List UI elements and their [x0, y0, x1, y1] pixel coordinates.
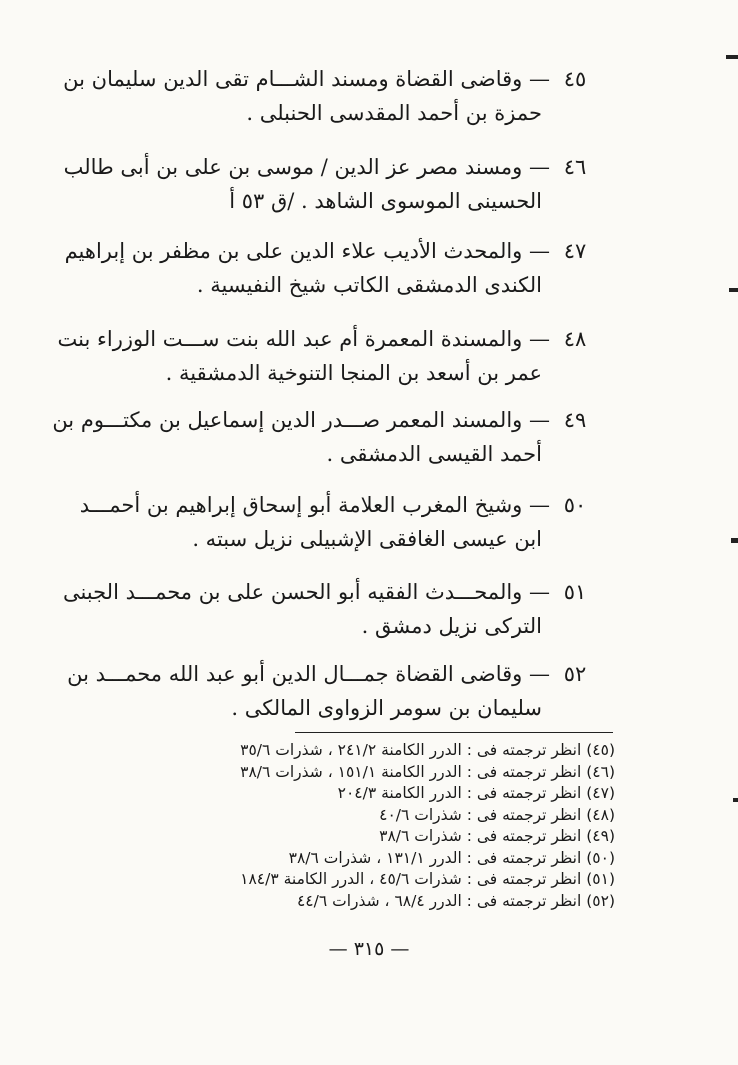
entry-50	[79, 488, 600, 556]
footnote: (٤٩) انظر ترجمته فى : شذرات ٣٨/٦	[379, 827, 615, 845]
entry-52	[67, 657, 600, 725]
entry-number: ٤٦	[563, 155, 587, 179]
entry-47	[64, 234, 600, 302]
footnote: (٤٥) انظر ترجمته فى : الدرر الكامنة ٢٤١/٢ ، شذرات ٣٥/٦	[240, 741, 615, 759]
entry-line: — والمسند المعمر صـــدر الدين إسماعيل بن مكتـــوم بن	[52, 408, 550, 432]
entry-line: الحسينى الموسوى الشاهد . /ق ٥٣ أ	[229, 189, 542, 213]
scan-mark	[729, 288, 738, 292]
entry-line: سليمان بن سومر الزواوى المالكى .	[231, 696, 542, 720]
footnote: (٤٦) انظر ترجمته فى : الدرر الكامنة ١٥١/١ ، شذرات ٣٨/٦	[240, 762, 615, 781]
entry-number: ٥٠	[563, 493, 587, 517]
entry-line: — ومسند مصر عز الدين / موسى بن على بن أبى طالب	[63, 155, 550, 179]
scan-mark	[733, 798, 738, 802]
page-number: — ٣١٥ —	[328, 938, 410, 960]
entry-number: ٤٧	[563, 239, 587, 263]
footnote: (٤٧) انظر ترجمته فى : الدرر الكامنة ٢٠٤/٣	[337, 784, 615, 802]
entry-49	[52, 403, 600, 471]
scan-mark	[726, 55, 738, 59]
footnote: (٥٢) انظر ترجمته فى : الدرر ٦٨/٤ ، شذرات ٤٤/٦	[296, 891, 615, 910]
footnote-divider	[295, 732, 613, 733]
footnote: (٤٨) انظر ترجمته فى : شذرات ٤٠/٦	[379, 805, 615, 824]
entry-line: التركى نزيل دمشق .	[361, 614, 542, 638]
entry-51	[62, 575, 600, 643]
entry-line: أحمد القيسى الدمشقى .	[326, 442, 542, 466]
entry-48	[57, 322, 600, 390]
entry-line: — وشيخ المغرب العلامة أبو إسحاق إبراهيم بن أحمـــد	[79, 493, 550, 517]
entry-line: عمر بن أسعد بن المنجا التنوخية الدمشقية .	[165, 361, 542, 385]
footnote: (٥١) انظر ترجمته فى : شذرات ٤٥/٦ ، الدرر الكامنة ١٨٤/٣	[240, 870, 615, 888]
entry-46	[63, 150, 600, 218]
entry-number: ٤٨	[563, 327, 587, 351]
entry-line: — والمحدث الأديب علاء الدين على بن مظفر بن إبراهيم	[64, 239, 550, 263]
entry-line: — والمسندة المعمرة أم عبد الله بنت ســـت الوزراء بنت	[57, 327, 550, 351]
entry-line: حمزة بن أحمد المقدسى الحنبلى .	[246, 101, 542, 125]
entry-number: ٤٥	[563, 67, 587, 91]
entry-number: ٥٢	[563, 662, 587, 686]
entry-45	[63, 62, 600, 130]
footnotes	[185, 740, 615, 912]
entry-line: — وقاضى القضاة جمـــال الدين أبو عبد الله محمـــد بن	[67, 662, 550, 686]
entry-line: ابن عيسى الغافقى الإشبيلى نزيل سبته .	[192, 527, 542, 551]
entry-line: — والمحـــدث الفقيه أبو الحسن على بن محمـــد الجبنى	[62, 580, 550, 604]
entry-number: ٤٩	[563, 408, 587, 432]
entry-number: ٥١	[563, 580, 587, 604]
footnote: (٥٠) انظر ترجمته فى : الدرر ١٣١/١ ، شذرات ٣٨/٦	[288, 848, 615, 867]
entry-line: — وقاضى القضاة ومسند الشـــام تقى الدين سليمان بن	[63, 67, 550, 91]
entry-line: الكندى الدمشقى الكاتب شيخ النفيسية .	[196, 273, 542, 297]
scan-mark	[731, 538, 738, 543]
